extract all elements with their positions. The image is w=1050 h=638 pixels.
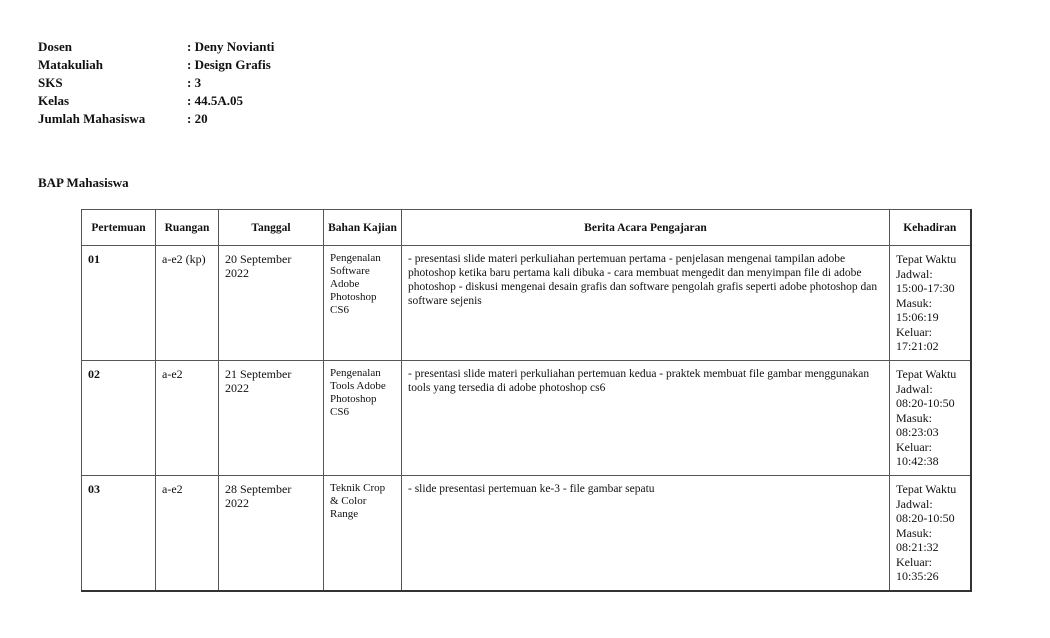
info-row-jumlah-mahasiswa bbox=[38, 110, 274, 128]
info-row-kelas bbox=[38, 92, 274, 110]
cell-bahan-kajian: Teknik Crop & Color Range bbox=[324, 476, 402, 592]
header-kehadiran: Kehadiran bbox=[890, 210, 971, 246]
header-bahan-kajian: Bahan Kajian bbox=[324, 210, 402, 246]
cell-ruangan: a-e2 bbox=[156, 476, 219, 592]
info-label: Dosen bbox=[38, 39, 72, 54]
info-label: Jumlah Mahasiswa bbox=[38, 111, 146, 126]
info-row-sks bbox=[38, 74, 274, 92]
cell-berita-acara: - presentasi slide materi perkuliahan pertemuan kedua - praktek membuat file gambar menggunakan tools yang tersedia di adobe photoshop cs6 bbox=[402, 361, 890, 476]
keluar-label: Keluar: bbox=[896, 554, 932, 569]
masuk-value: 08:23:03 bbox=[896, 425, 939, 439]
jadwal-label: Jadwal: bbox=[896, 266, 933, 281]
jadwal-label: Jadwal: bbox=[896, 381, 933, 396]
info-value: : 3 bbox=[187, 75, 202, 90]
info-value: : 44.5A.05 bbox=[187, 93, 243, 108]
masuk-label: Masuk: bbox=[896, 295, 932, 310]
header-berita-acara: Berita Acara Pengajaran bbox=[402, 210, 890, 246]
masuk-label: Masuk: bbox=[896, 410, 932, 425]
table-row bbox=[82, 361, 971, 476]
cell-tanggal: 28 September 2022 bbox=[219, 476, 324, 592]
info-row-matakuliah bbox=[38, 56, 274, 74]
cell-ruangan: a-e2 (kp) bbox=[156, 246, 219, 361]
cell-berita-acara: - presentasi slide materi perkuliahan pertemuan pertama - penjelasan mengenai tampilan adobe photoshop ketika baru pertama kali dibuka - cara membuat mengedit dan menyimpan file di adobe photoshop - diskusi mengenai desain grafis dan software pengolah grafis seperti adobe photoshop dan software sejenis bbox=[402, 246, 890, 361]
info-value: : 20 bbox=[187, 111, 208, 126]
cell-pertemuan: 01 bbox=[82, 246, 156, 361]
course-info bbox=[38, 38, 274, 128]
masuk-value: 15:06:19 bbox=[896, 310, 939, 324]
masuk-value: 08:21:32 bbox=[896, 540, 939, 554]
table-row bbox=[82, 476, 971, 592]
cell-pertemuan: 02 bbox=[82, 361, 156, 476]
header-tanggal: Tanggal bbox=[219, 210, 324, 246]
keluar-value: 10:35:26 bbox=[896, 569, 939, 583]
bap-table bbox=[81, 209, 972, 592]
cell-berita-acara: - slide presentasi pertemuan ke-3 - file gambar sepatu bbox=[402, 476, 890, 592]
keluar-label: Keluar: bbox=[896, 439, 932, 454]
cell-ruangan: a-e2 bbox=[156, 361, 219, 476]
keluar-value: 17:21:02 bbox=[896, 339, 939, 353]
cell-tanggal: 20 September 2022 bbox=[219, 246, 324, 361]
table-row bbox=[82, 246, 971, 361]
cell-bahan-kajian: Pengenalan Software Adobe Photoshop CS6 bbox=[324, 246, 402, 361]
cell-kehadiran bbox=[890, 361, 971, 476]
jadwal-value: 08:20-10:50 bbox=[896, 511, 955, 525]
keluar-value: 10:42:38 bbox=[896, 454, 939, 468]
jadwal-value: 15:00-17:30 bbox=[896, 281, 955, 295]
info-row-dosen bbox=[38, 38, 274, 56]
header-pertemuan: Pertemuan bbox=[82, 210, 156, 246]
masuk-label: Masuk: bbox=[896, 525, 932, 540]
cell-bahan-kajian: Pengenalan Tools Adobe Photoshop CS6 bbox=[324, 361, 402, 476]
table-header-row bbox=[82, 210, 971, 246]
info-value: : Design Grafis bbox=[187, 57, 271, 72]
keluar-label: Keluar: bbox=[896, 324, 932, 339]
attendance-status: Tepat Waktu bbox=[896, 482, 957, 496]
section-title: BAP Mahasiswa bbox=[38, 175, 129, 190]
jadwal-value: 08:20-10:50 bbox=[896, 396, 955, 410]
cell-tanggal: 21 September 2022 bbox=[219, 361, 324, 476]
info-label: Matakuliah bbox=[38, 57, 104, 72]
cell-pertemuan: 03 bbox=[82, 476, 156, 592]
info-label: Kelas bbox=[38, 93, 70, 108]
cell-kehadiran bbox=[890, 246, 971, 361]
jadwal-label: Jadwal: bbox=[896, 496, 933, 511]
info-value: : Deny Novianti bbox=[187, 39, 275, 54]
attendance-status: Tepat Waktu bbox=[896, 252, 957, 266]
info-label: SKS bbox=[38, 75, 63, 90]
cell-kehadiran bbox=[890, 476, 971, 592]
header-ruangan: Ruangan bbox=[156, 210, 219, 246]
attendance-status: Tepat Waktu bbox=[896, 367, 957, 381]
